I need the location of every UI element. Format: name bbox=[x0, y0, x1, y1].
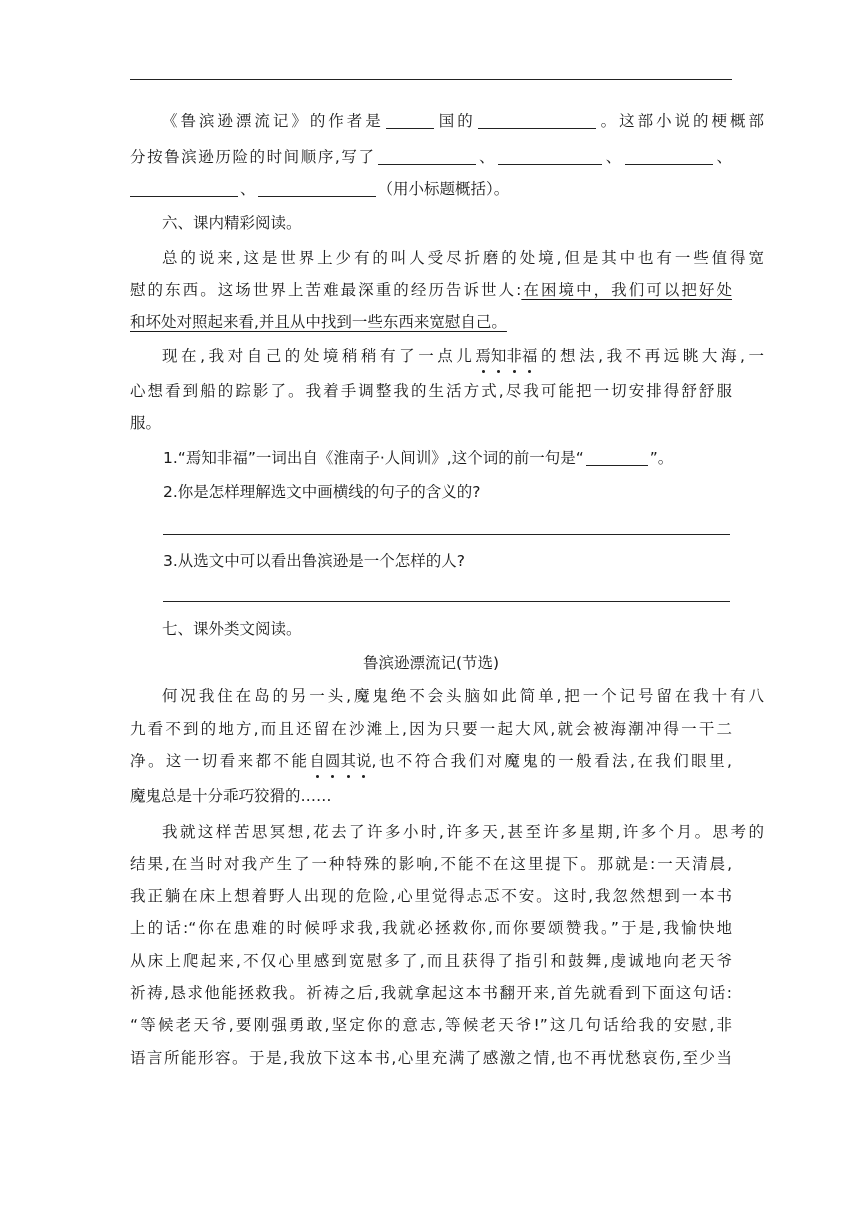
subtitle-blank-5[interactable] bbox=[258, 181, 376, 197]
passage-line: 魔鬼总是十分乖巧狡猾的…… bbox=[130, 787, 332, 805]
passage-line: 祈祷,恳求他能拯救我。祈祷之后,我就拿起这本书翻开来,首先就看到下面这句话: bbox=[130, 984, 732, 1002]
q5-line-2 bbox=[130, 146, 732, 168]
passage-line bbox=[130, 311, 732, 333]
q5-text: （用小标题概括）。 bbox=[377, 180, 510, 198]
subtitle-blank-4[interactable] bbox=[130, 181, 238, 197]
header-rule bbox=[130, 79, 732, 80]
passage-line bbox=[130, 750, 732, 772]
separator: 、 bbox=[477, 148, 497, 166]
passage-line: 何况我住在岛的另一头,魔鬼绝不会头脑如此简单,把一个记号留在我十有八 bbox=[162, 687, 764, 705]
answer-line[interactable] bbox=[163, 601, 730, 602]
passage-line: 上的话:“你在患难的时候呼求我,我就必拯救你,而你要颂赞我。”于是,我愉快地 bbox=[130, 919, 732, 937]
passage-line: 九看不到的地方,而且还留在沙滩上,因为只要一起大风,就会被海潮冲得一干二 bbox=[130, 720, 732, 738]
separator: 、 bbox=[604, 148, 623, 166]
answer-line[interactable] bbox=[163, 534, 730, 535]
emphasis-char: 其 bbox=[340, 752, 356, 770]
emphasis-char: 自 bbox=[309, 752, 325, 770]
passage-line: 从床上爬起来,不仅心里感到宽慰多了,而且获得了指引和鼓舞,虔诚地向老天爷 bbox=[130, 952, 732, 970]
passage-line: 语言所能形容。于是,我放下这本书,心里充满了感激之情,也不再忧愁哀伤,至少当 bbox=[130, 1049, 732, 1067]
question-text: 1.“焉知非福”一词出自《淮南子·人间训》,这个词的前一句是“ bbox=[163, 449, 584, 467]
underlined-sentence: 在困境中，我们可以把好处 bbox=[521, 281, 732, 299]
question-1 bbox=[163, 447, 765, 469]
answer-blank[interactable] bbox=[586, 450, 648, 466]
q5-text: 国的 bbox=[435, 112, 476, 130]
subtitle-blank-3[interactable] bbox=[625, 149, 713, 165]
passage-line: 结果,在当时对我产生了一种特殊的影响,不能不在这里提下。那就是:一天清晨, bbox=[130, 855, 732, 873]
emphasis-char: 知 bbox=[490, 347, 507, 365]
passage-text: 净。这一切看来都不能 bbox=[130, 752, 310, 770]
subtitle-blank-1[interactable] bbox=[378, 149, 476, 165]
passage-line: 我正躺在床上想着野人出现的危险,心里觉得忐忑不安。这时,我忽然想到一本书 bbox=[130, 887, 732, 905]
passage-text: 的想法,我不再远眺大海,一 bbox=[537, 347, 764, 365]
emphasis-char: 焉 bbox=[475, 347, 491, 365]
passage-line: “等候老天爷,要刚强勇敢,坚定你的意志,等候老天爷!”这几句话给我的安慰,非 bbox=[130, 1016, 732, 1034]
passage-line: 总的说来,这是世界上少有的叫人受尽折磨的处境,但是其中也有一些值得宽 bbox=[162, 249, 764, 267]
excerpt-title: 鲁滨逊漂流记(节选) bbox=[362, 654, 500, 672]
q5-text: 。这部小说的梗概部 bbox=[597, 112, 764, 130]
q5-text: 《鲁滨逊漂流记》的作者是 bbox=[162, 112, 384, 130]
passage-text: ,也不符合我们对魔鬼的一般看法,在我们眼里, bbox=[371, 752, 732, 770]
q5-line-3 bbox=[130, 178, 732, 200]
question-3: 3.从选文中可以看出鲁滨逊是一个怎样的人? bbox=[163, 552, 466, 570]
question-2: 2.你是怎样理解选文中画横线的句子的含义的? bbox=[163, 483, 481, 501]
q5-text: 分按鲁滨逊历险的时间顺序,写了 bbox=[130, 148, 376, 166]
passage-line bbox=[130, 345, 764, 367]
author-nationality-blank[interactable] bbox=[386, 113, 434, 129]
q5-line-1 bbox=[130, 110, 764, 132]
emphasis-char: 圆 bbox=[324, 752, 341, 770]
author-name-blank[interactable] bbox=[478, 113, 596, 129]
emphasis-char: 说 bbox=[355, 752, 372, 770]
passage-line bbox=[130, 279, 732, 301]
subtitle-blank-2[interactable] bbox=[498, 149, 602, 165]
separator: 、 bbox=[714, 148, 732, 166]
question-text: ”。 bbox=[649, 449, 674, 467]
emphasis-char: 非 bbox=[506, 347, 522, 365]
section-6-heading: 六、课内精彩阅读。 bbox=[162, 214, 302, 232]
passage-line: 心想看到船的踪影了。我着手调整我的生活方式,尽我可能把一切安排得舒舒服 bbox=[130, 382, 732, 400]
emphasis-char: 福 bbox=[521, 347, 538, 365]
separator: 、 bbox=[240, 180, 256, 198]
passage-line: 我就这样苦思冥想,花去了许多小时,许多天,甚至许多星期,许多个月。思考的 bbox=[162, 823, 764, 841]
passage-line: 服。 bbox=[130, 414, 162, 432]
underlined-sentence: 和坏处对照起来看,并且从中找到一些东西来宽慰自己。 bbox=[130, 313, 507, 331]
passage-text: 现在,我对自己的处境稍稍有了一点儿 bbox=[162, 347, 476, 365]
section-7-heading: 七、课外类文阅读。 bbox=[162, 620, 302, 638]
passage-text: 慰的东西。这场世界上苦难最深重的经历告诉世人: bbox=[130, 281, 522, 299]
